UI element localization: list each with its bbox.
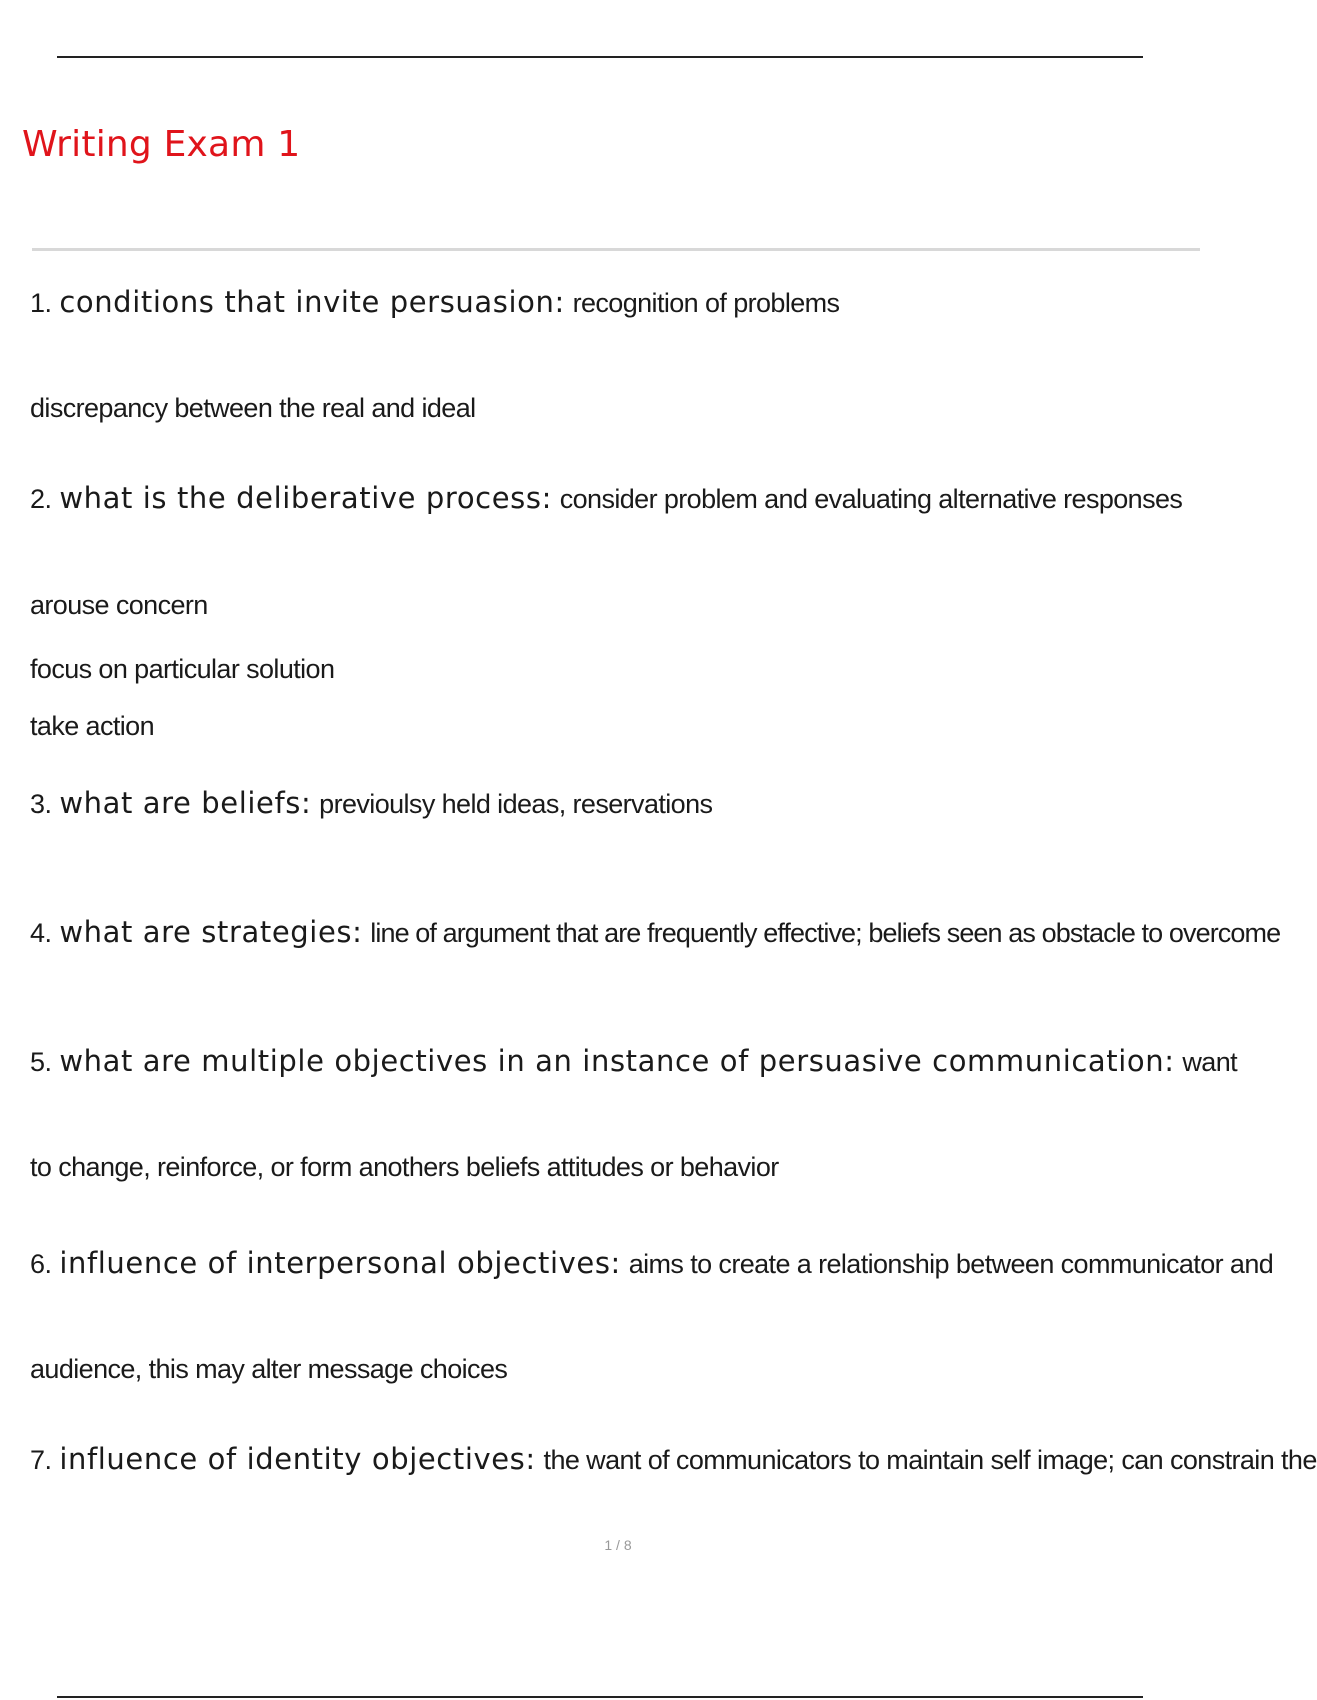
item-number: 2. [30,484,52,514]
item-number: 3. [30,789,52,819]
item-number: 7. [30,1445,52,1475]
qa-item-4 [30,915,1280,950]
top-rule [57,56,1143,58]
item-definition: want [1182,1047,1238,1077]
item-number: 5. [30,1047,52,1077]
bottom-rule [57,1696,1143,1698]
item-definition: aims to create a relationship between communicator and [628,1249,1274,1279]
item-definition: previoulsy held ideas, reservations [319,789,713,819]
item-continuation: arouse concern [30,590,208,620]
item-term: conditions that invite persuasion: [59,285,565,319]
item-continuation: to change, reinforce, or form anothers beliefs attitudes or behavior [30,1152,779,1182]
qa-item-1 [30,285,839,320]
document-title: Writing Exam 1 [22,124,301,165]
qa-item-6 [30,1246,1273,1281]
qa-item-3 [30,786,712,821]
item-definition: recognition of problems [572,288,840,318]
item-term: what is the deliberative process: [59,481,552,515]
item-number: 4. [30,918,52,948]
item-continuation: take action [30,711,154,741]
item-continuation: discrepancy between the real and ideal [30,393,476,423]
item-number: 6. [30,1249,52,1279]
item-definition: consider problem and evaluating alternative responses [559,484,1183,514]
item-term: influence of interpersonal objectives: [59,1246,621,1280]
page-indicator: 1 / 8 [604,1537,632,1553]
item-term: influence of identity objectives: [59,1442,536,1476]
item-term: what are strategies: [59,915,363,949]
item-definition: the want of communicators to maintain self image; can constrain the [543,1445,1317,1475]
item-number: 1. [30,288,52,318]
item-term: what are multiple objectives in an instance of persuasive communication: [59,1044,1175,1078]
item-continuation: audience, this may alter message choices [30,1354,508,1384]
item-definition: line of argument that are frequently effective; beliefs seen as obstacle to overcome [370,918,1281,948]
item-continuation: focus on particular solution [30,654,335,684]
item-term: what are beliefs: [59,786,312,820]
title-divider [32,248,1200,251]
qa-item-2 [30,481,1182,516]
qa-item-7 [30,1442,1317,1477]
qa-item-5 [30,1044,1237,1079]
